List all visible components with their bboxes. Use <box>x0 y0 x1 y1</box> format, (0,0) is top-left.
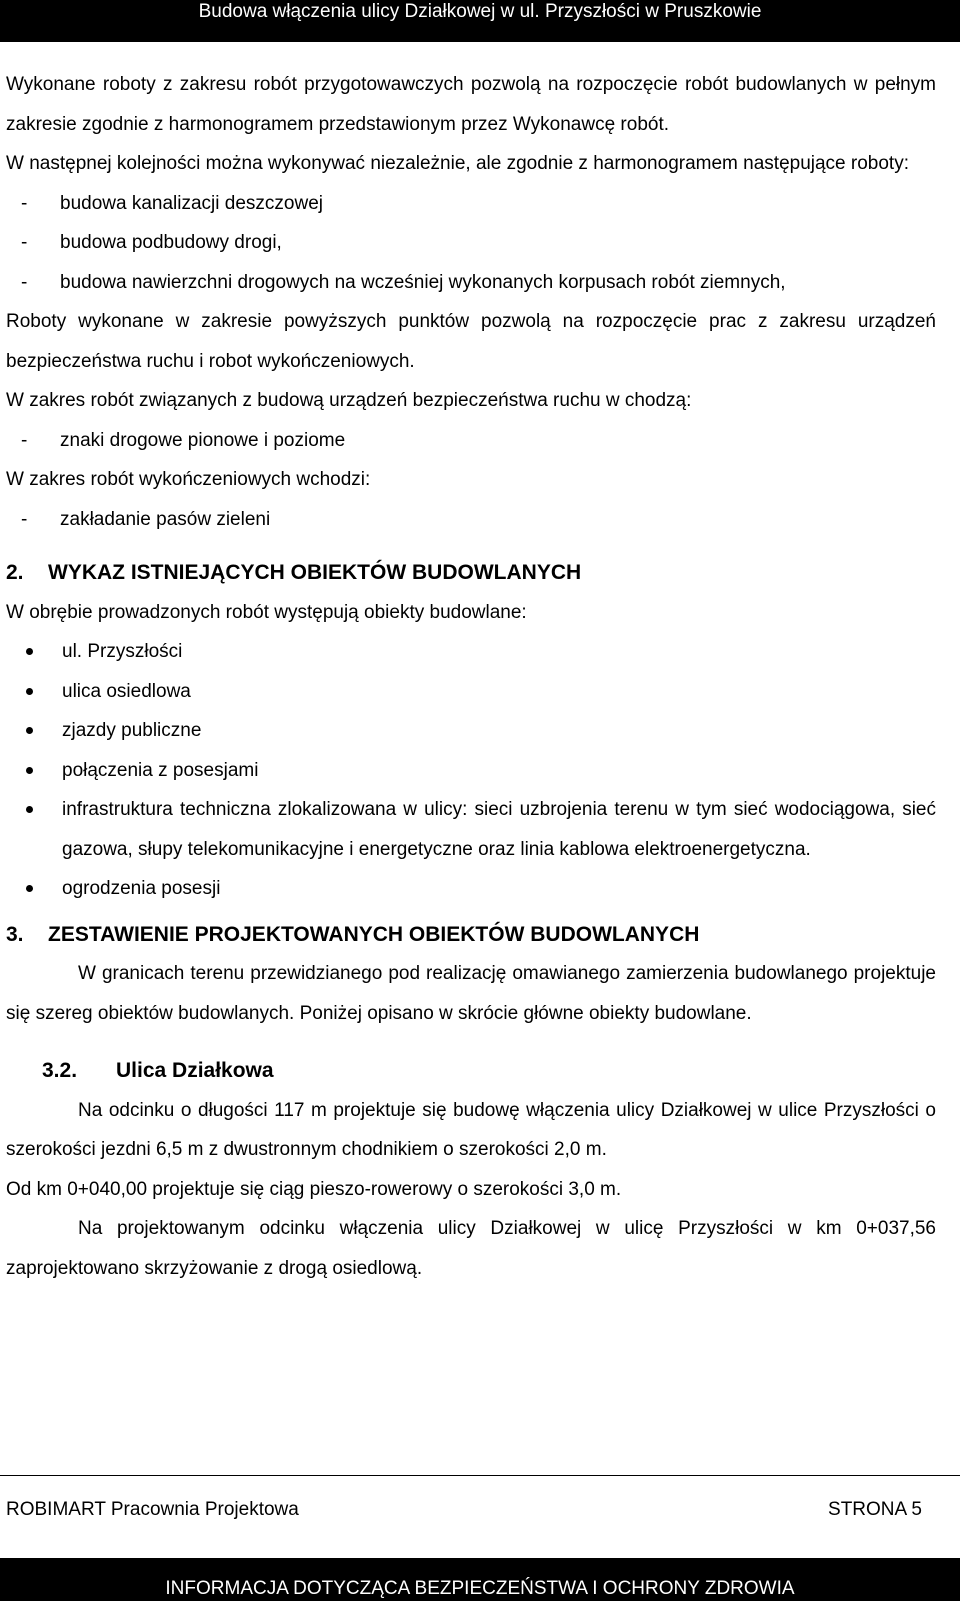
footer-divider <box>0 1475 960 1476</box>
footer-company: ROBIMART Pracownia Projektowa <box>6 1499 299 1520</box>
paragraph: Roboty wykonane w zakresie powyższych punktów pozwolą na rozpoczęcie prac z zakresu urządzeń bezpieczeństwa ruchu i robot wykończeniowych. <box>6 311 936 372</box>
list-item: - znaki drogowe pionowe i poziome <box>6 421 936 461</box>
section-title: WYKAZ ISTNIEJĄCYCH OBIEKTÓW BUDOWLANYCH <box>48 561 582 584</box>
section-heading <box>6 915 936 955</box>
paragraph: W zakres robót związanych z budową urządzeń bezpieczeństwa ruchu w chodzą: <box>6 390 692 411</box>
paragraph: W zakres robót wykończeniowych wchodzi: <box>6 469 371 490</box>
list-item: - budowa nawierzchni drogowych na wcześniej wykonanych korpusach robót ziemnych, <box>6 263 936 303</box>
list-item: - zakładanie pasów zieleni <box>6 500 936 540</box>
paragraph: W granicach terenu przewidzianego pod realizację omawianego zamierzenia budowlanego projektuje się szereg obiektów budowlanych. Poniżej opisano w skrócie główne obiekty budowlane. <box>6 963 936 1024</box>
paragraph: W obrębie prowadzonych robót występują obiekty budowlane: <box>6 601 527 623</box>
list-item: - budowa podbudowy drogi, <box>6 223 936 263</box>
bullet-icon <box>26 727 33 734</box>
footer-bar-text: INFORMACJA DOTYCZĄCA BEZPIECZEŃSTWA I OCHRONY ZDROWIA <box>165 1578 795 1599</box>
dash-marker: - <box>21 508 28 530</box>
bullet-icon <box>26 688 33 695</box>
subsection-number: 3.2. <box>42 1059 78 1082</box>
list-item: infrastruktura techniczna zlokalizowana w ulicy: sieci uzbrojenia terenu w tym sieć wodociągowa, sieć gazowa, słupy telekomunikacyjne i energetyczne oraz linia kablowa elektroenergetyczna. <box>6 790 936 869</box>
section-number: 3. <box>6 922 24 946</box>
paragraph: Od km 0+040,00 projektuje się ciąg pieszo-rowerowy o szerokości 3,0 m. <box>6 1178 622 1200</box>
list-item: zjazdy publiczne <box>6 711 936 751</box>
bullet-icon <box>26 885 33 892</box>
footer-bar <box>0 1558 960 1601</box>
dash-marker: - <box>21 232 28 253</box>
header-title: Budowa włączenia ulicy Działkowej w ul. Przyszłości w Pruszkowie <box>198 1 762 22</box>
bullet-icon <box>26 767 33 774</box>
paragraph: W następnej kolejności można wykonywać niezależnie, ale zgodnie z harmonogramem następujące roboty: <box>6 153 909 174</box>
dash-marker: - <box>21 429 28 451</box>
list-item: - budowa kanalizacji deszczowej <box>6 184 936 224</box>
dash-marker: - <box>21 271 28 293</box>
section-number: 2. <box>6 561 24 584</box>
list-item: ulica osiedlowa <box>6 672 936 712</box>
paragraph: Wykonane roboty z zakresu robót przygotowawczych pozwolą na rozpoczęcie robót budowlanych w pełnym zakresie zgodnie z harmonogramem przedstawionym przez Wykonawcę robót. <box>6 74 936 135</box>
document-body <box>6 65 936 1288</box>
list-item: połączenia z posesjami <box>6 751 936 791</box>
paragraph: Na projektowanym odcinku włączenia ulicy Działkowej w ulicę Przyszłości w km 0+037,56 zaprojektowano skrzyżowanie z drogą osiedlową. <box>6 1218 936 1279</box>
section-heading <box>6 553 936 593</box>
list-item: ul. Przyszłości <box>6 632 936 672</box>
list-item: ogrodzenia posesji <box>6 869 936 909</box>
bullet-icon <box>26 806 33 813</box>
dash-marker: - <box>21 192 28 214</box>
section-title: ZESTAWIENIE PROJEKTOWANYCH OBIEKTÓW BUDOWLANYCH <box>48 922 700 946</box>
subsection-title: Ulica Działkowa <box>116 1059 274 1082</box>
subsection-heading <box>6 1051 936 1091</box>
page-header <box>0 0 960 42</box>
footer-page-number: STRONA 5 <box>828 1499 922 1520</box>
paragraph: Na odcinku o długości 117 m projektuje się budowę włączenia ulicy Działkowej w ulice Przyszłości o szerokości jezdni 6,5 m z dwustronnym chodnikiem o szerokości 2,0 m. <box>6 1099 936 1160</box>
bullet-icon <box>26 648 33 655</box>
